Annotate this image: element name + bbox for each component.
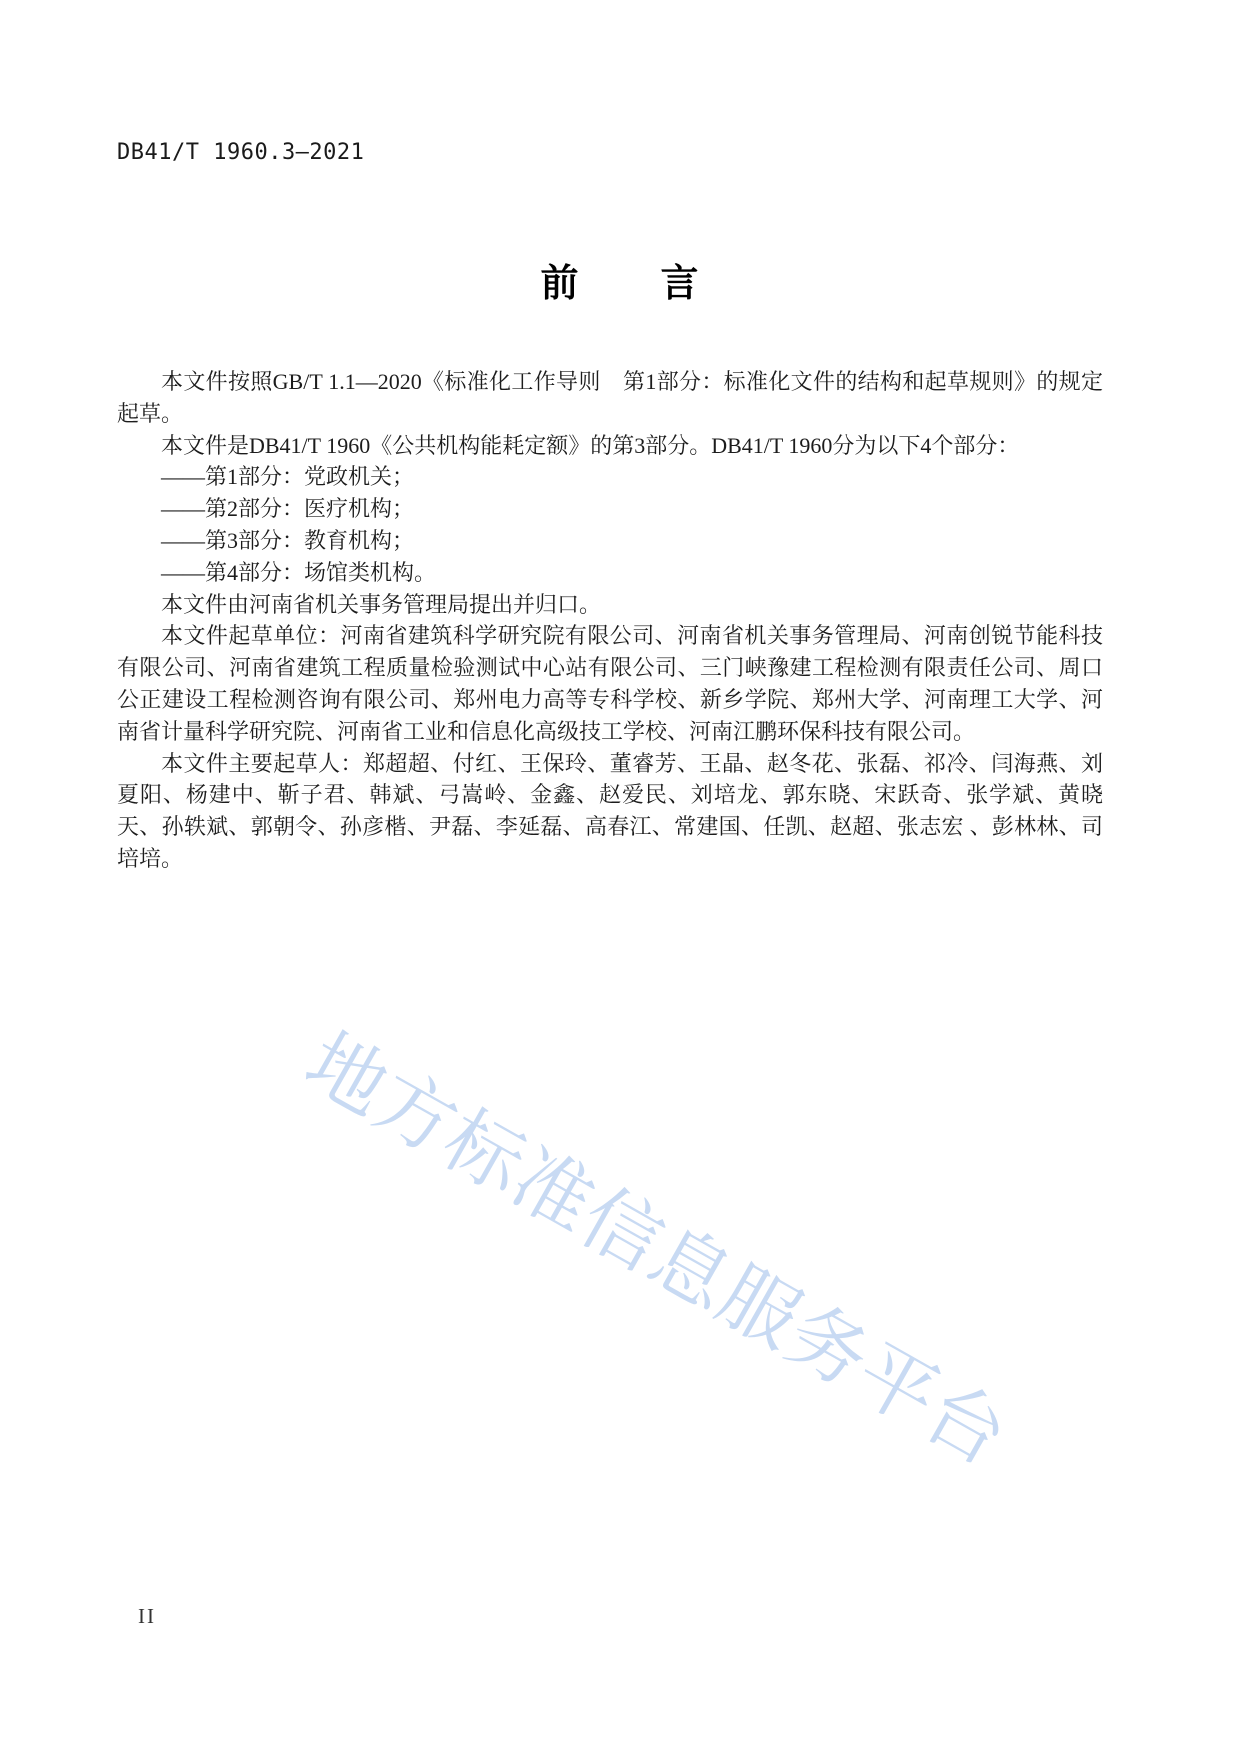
standard-number-header: DB41/T 1960.3—2021 <box>117 140 365 165</box>
page-number: II <box>138 1604 156 1628</box>
foreword-list-item: ——第1部分：党政机关； <box>161 464 415 490</box>
foreword-title: 前 言 <box>540 263 701 305</box>
platform-watermark: 地方标准信息服务平台 <box>291 1017 1023 1483</box>
foreword-paragraph: 本文件起草单位：河南省建筑科学研究院有限公司、河南省机关事务管理局、河南创锐节能科技有限公司、河南省建筑工程质量检验测试中心站有限公司、三门峡豫建工程检测有限责任公司、周口公正建设工程检测咨询有限公司、郑州电力高等专科学校、新乡学院、郑州大学、河南理工大学、河南省计量科学研究院、河南省工业和信息化高级技工学校、河南江鹏环保科技有限公司。 <box>117 623 1103 744</box>
foreword-paragraph: 本文件是DB41/T 1960《公共机构能耗定额》的第3部分。DB41/T 1960分为以下4个部分： <box>161 432 1020 458</box>
foreword-list-item: ——第4部分：场馆类机构。 <box>161 559 437 585</box>
foreword-list-item: ——第3部分：教育机构； <box>161 527 415 553</box>
foreword-paragraph: 本文件按照GB/T 1.1—2020《标准化工作导则 第1部分：标准化文件的结构和起草规则》的规定起草。 <box>117 369 1103 426</box>
foreword-paragraph: 本文件由河南省机关事务管理局提出并归口。 <box>161 591 602 617</box>
foreword-body <box>117 366 1103 875</box>
foreword-list-item: ——第2部分：医疗机构； <box>161 496 415 522</box>
foreword-paragraph: 本文件主要起草人：郑超超、付红、王保玲、董睿芳、王晶、赵冬花、张磊、祁冷、闫海燕、刘夏阳、杨建中、靳子君、韩斌、弓嵩岭、金鑫、赵爱民、刘培龙、郭东晓、宋跃奇、张学斌、黄晓天、孙轶斌、郭朝令、孙彦楷、尹磊、李延磊、高春江、常建国、任凯、赵超、张志宏 、彭林林、司培培。 <box>117 750 1103 871</box>
